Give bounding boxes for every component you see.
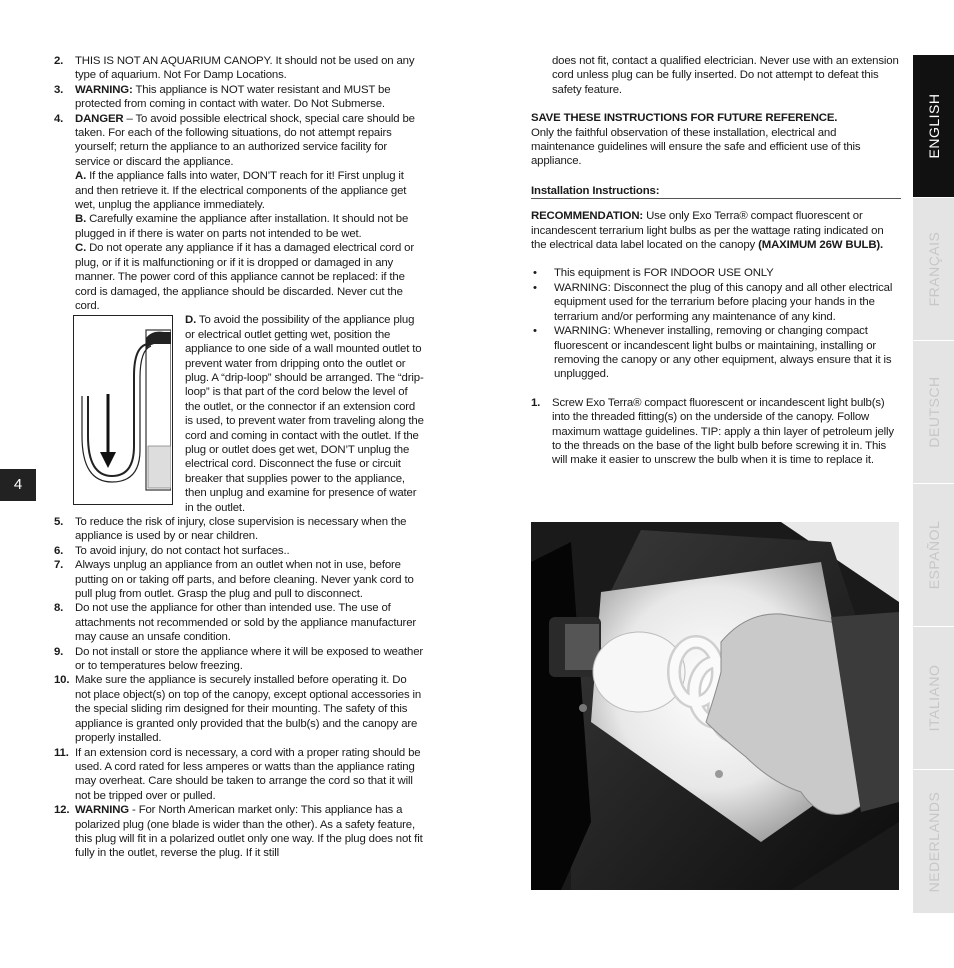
instruction-item-6: 6. To avoid injury, do not contact hot surfaces.. bbox=[54, 544, 290, 557]
page-number: 4 bbox=[0, 469, 36, 501]
instruction-item-9: 9. Do not install or store the appliance where it will be exposed to weather or to temperatures below freezing. bbox=[54, 645, 424, 673]
installation-step-1: 1. Screw Exo Terra® compact fluorescent or incandescent light bulb(s) into the threaded fitting(s) on the underside of the canopy. Follow maximum wattage guidelines. TIP: apply a thin layer of petroleum jelly to the threads on the base of the light bulb before screwing it in. This will make it easier to unscrew the bulb when it is time to replace it. bbox=[531, 396, 894, 467]
instruction-item-12: 12. WARNING - For North American market only: This appliance has a polarized plug (one blade is wider than the other). As a safety feature, this plug will fit in a polarized outlet only one way. If the plug does not fit fully in the outlet, reverse the plug. If it still bbox=[54, 804, 423, 860]
save-instructions-text: Only the faithful observation of these installation, electrical and maintenance guidelines will ensure the safe and efficient use of this appliance. bbox=[531, 126, 861, 168]
left-column bbox=[54, 54, 424, 861]
bulb-installation-photo bbox=[531, 522, 899, 890]
tab-nederlands[interactable]: NEDERLANDS bbox=[913, 769, 954, 913]
instruction-item-4: 4. DANGER – To avoid possible electrical shock, special care should be taken. For each of the following situations, do not attempt repairs yourself; return the appliance to an authorized service facility for service or discard the appliance. A. If the appliance falls into water, DON’T reach for it! First unplug it and then retrieve it. If the electrical components of the appliance get wet, unplug the appliance immediately. B. Carefully examine the appliance after installation. It should not be plugged in if there is water on parts not intended to be wet. C. Do not operate any appliance if it has a damaged electrical cord or plug, or if it is malfunctioning or if it is dropped or damaged in any manner. The power cord of this appliance cannot be replaced: if the cord is damaged, the appliance should be discarded. Never cut the cord. bbox=[54, 112, 424, 314]
save-instructions-heading: SAVE THESE INSTRUCTIONS FOR FUTURE REFERENCE. bbox=[531, 112, 838, 125]
drip-loop-diagram bbox=[74, 316, 171, 503]
tab-francais[interactable]: FRANÇAIS bbox=[913, 197, 954, 340]
recommendation: RECOMMENDATION: Use only Exo Terra® compact fluorescent or incandescent terrarium light bulbs as per the wattage rating indicated on the electrical data label located on the canopy (MAXIMUM 26W BULB). bbox=[531, 210, 884, 252]
instruction-item-7: 7. Always unplug an appliance from an outlet when not in use, before putting on or taking off parts, and before cleaning. Never yank cord to pull plug from outlet. Grasp the plug and pull to disconnect. bbox=[54, 559, 414, 601]
safety-bullet-list bbox=[531, 266, 901, 381]
sub-item-d: D. To avoid the possibility of the appliance plug or electrical outlet getting wet, position the appliance to one side of a wall mounted outlet to prevent water from dripping onto the outlet or plug. A “drip-loop” should be arranged. The “drip-loop” is that part of the cord below the level of the outlet, or the connector if an extension cord is used, to prevent water from traveling along the cord and coming in contact with the outlet. If the plug or outlet does get wet, DON’T unplug the electrical cord. Disconnect the fuse or circuit breaker that supplies power to the appliance, then unplug and examine for presence of water in the outlet. bbox=[54, 313, 424, 515]
list-item: • WARNING: Disconnect the plug of this canopy and all other electrical equipment used for the terrarium before placing your hands in the terrarium and/or performing any maintenance of any kind. bbox=[533, 281, 893, 323]
drip-loop-illustration bbox=[73, 315, 173, 505]
list-item: • WARNING: Whenever installing, removing or changing compact fluorescent or incandescent light bulbs or maintaining, installing or removing the canopy or any other equipment, always ensure that it is unplugged. bbox=[533, 325, 892, 381]
instruction-item-12-continued: does not fit, contact a qualified electrician. Never use with an extension cord unless plug can be fully inserted. Do not attempt to defeat this safety feature. bbox=[552, 55, 899, 96]
sub-item-c: C. Do not operate any appliance if it has a damaged electrical cord or plug, or if it is malfunctioning or if it is dropped or damaged in any manner. The power cord of this appliance cannot be replaced: if the cord is damaged, the appliance should be discarded. Never cut the cord. bbox=[75, 242, 415, 312]
tab-deutsch[interactable]: DEUTSCH bbox=[913, 340, 954, 483]
tab-english[interactable]: ENGLISH bbox=[913, 54, 954, 197]
installation-heading: Installation Instructions: bbox=[531, 184, 660, 197]
instruction-item-5: 5. To reduce the risk of injury, close supervision is necessary when the appliance is used by or near children. bbox=[54, 516, 407, 543]
right-column bbox=[531, 54, 901, 468]
instruction-item-10: 10. Make sure the appliance is securely installed before operating it. Do not place object(s) on top of the canopy, except optional accessories in the special sliding rim designed for their mounting. The safety of this appliance is granted only provided that the bulb(s) and the canopy are properly installed. bbox=[54, 674, 422, 745]
instruction-item-11: 11. If an extension cord is necessary, a cord with a proper rating should be used. A cord rated for less amperes or watts than the appliance rating may overheat. Care should be taken to arrange the cord so that it will not be tripped over or pulled. bbox=[54, 746, 421, 802]
tab-espanol[interactable]: ESPAÑOL bbox=[913, 483, 954, 626]
list-item: • This equipment is FOR INDOOR USE ONLY bbox=[533, 267, 774, 280]
instruction-item-2: 2. THIS IS NOT AN AQUARIUM CANOPY. It should not be used on any type of aquarium. Not For Damp Locations. bbox=[54, 55, 415, 82]
sub-item-b: B. Carefully examine the appliance after installation. It should not be plugged in if there is water on parts not intended to be wet. bbox=[75, 213, 409, 240]
language-tabs bbox=[913, 54, 954, 913]
tab-italiano[interactable]: ITALIANO bbox=[913, 626, 954, 769]
instruction-item-8: 8. Do not use the appliance for other than intended use. The use of attachments not recommended or sold by the appliance manufacturer may cause an unsafe condition. bbox=[54, 602, 417, 644]
sub-item-a: A. If the appliance falls into water, DON’T reach for it! First unplug it and then retrieve it. If the electrical components of the appliance get wet, unplug the appliance immediately. bbox=[75, 170, 407, 212]
instruction-item-3: 3. WARNING: This appliance is NOT water resistant and MUST be protected from coming in contact with water. Do Not Submerse. bbox=[54, 83, 391, 111]
